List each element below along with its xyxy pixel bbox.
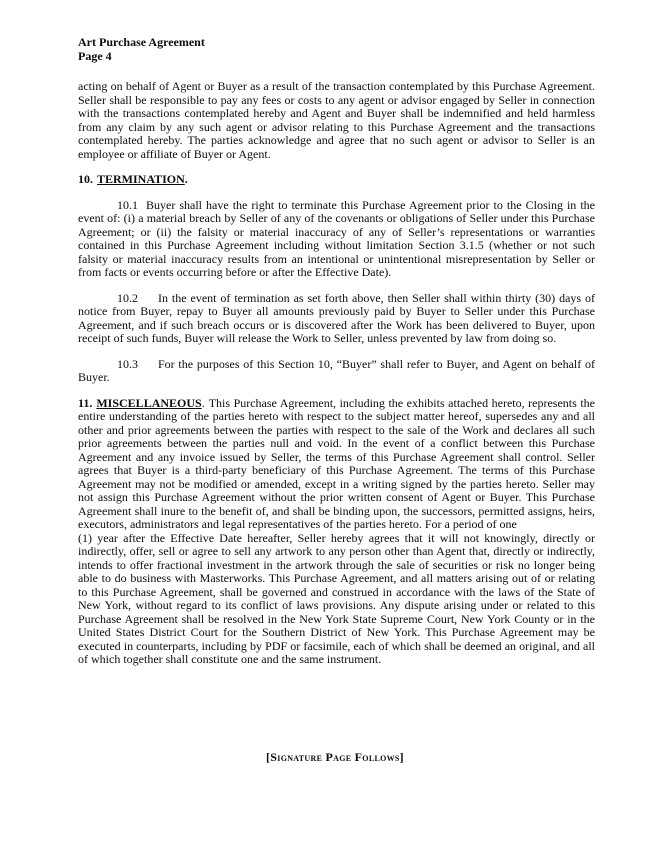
signature-page-note-text: [Signature Page Follows] [266,750,404,764]
page-header [78,36,595,63]
section-11-title-period: . [201,395,205,410]
section-11-text-part-1: This Purchase Agreement, including the exhibits attached hereto, represents the entire understanding of the parties hereto with respect to the subject matter hereof, supersedes any and all other and prior agreements between the parties with respect to the sale of the Work and declares all such prior agreements between the parties null and void. In the event of a conflict between this Purchase Agreement and any invoice issued by Seller, the terms of this Purchase Agreement shall control. Seller agrees that Buyer is a third-party beneficiary of this Purchase Agreement. The terms of this Purchase Agreement may not be modified or amended, except in a writing signed by the parties hereto. Seller may not assign this Purchase Agreement without the prior written consent of Agent or Buyer. This Purchase Agreement shall inure to the benefit of, and shall be binding upon, the successors, permitted assigns, heirs, executors, administrators and legal representatives of the parties hereto. For a period of one [78,395,595,531]
clause-10-1 [78,199,595,280]
clause-10-2 [78,292,595,346]
clause-10-1-number: 10.1 [117,197,138,212]
clause-10-2-number: 10.2 [117,290,138,305]
section-11-title: MISCELLANEOUS [96,395,202,410]
clause-10-3 [78,358,595,385]
section-11-paragraph [78,397,595,667]
clause-10-3-text: For the purposes of this Section 10, “Buyer” shall refer to Buyer, and Agent on behalf of Buyer. [78,356,595,384]
section-10-heading [78,173,595,187]
document-title: Art Purchase Agreement [78,35,205,49]
section-10-title: TERMINATION [97,172,185,186]
section-11-text-part-2: (1) year after the Effective Date hereafter, Seller hereby agrees that it will not knowingly, directly or indirectly, offer, sell or agree to sell any artwork to any person other than Agent that, directly or indirectly, intends to offer fractional investment in the artwork through the sale of securities or risk no longer being able to do business with Masterworks. This Purchase Agreement, and all matters arising out of or relating to this Purchase Agreement, shall be governed and construed in accordance with the laws of the State of New York, without regard to its conflict of laws provisions. Any dispute arising under or related to this Purchase Agreement shall be resolved in the New York State Supreme Court, New York County or in the United States District Court for the Southern District of New York. This Purchase Agreement may be executed in counterparts, including by PDF or facsimile, each of which shall be deemed an original, and all of which together shall constitute one and the same instrument. [78,530,595,666]
continuation-paragraph: acting on behalf of Agent or Buyer as a result of the transaction contemplated by this Purchase Agreement. Seller shall be responsible to pay any fees or costs to any agent or advisor engaged by Seller in connection with the transactions contemplated hereby and Agent and Buyer shall be indemnified and held harmless from any claim by any such agent or advisor relating to this Purchase Agreement and the transactions contemplated hereby. The parties acknowledge and agree that no such agent or advisor to Seller is an employee or affiliate of Buyer or Agent. [78,79,595,161]
section-11-number: 11. [78,395,93,410]
section-10-title-period: . [184,172,188,186]
clause-10-3-number: 10.3 [117,356,138,371]
signature-page-note [0,751,670,765]
section-10-number: 10. [78,172,93,186]
page-number-label: Page 4 [78,48,112,63]
clause-10-1-text: Buyer shall have the right to terminate this Purchase Agreement prior to the Closing in the event of: (i) a material breach by Seller of any of the covenants or obligations of Seller under this Purchase Agreement; or (ii) the falsity or material inaccuracy of any of Seller’s representations or warranties contained in this Purchase Agreement including without limitation Section 3.1.5 (whether or not such falsity or material inaccuracy results from an intentional or unintentional misrepresentation by Seller or from facts or events occurring before or after the Effective Date). [78,197,595,279]
clause-10-2-text: In the event of termination as set forth above, then Seller shall within thirty (30) days of notice from Buyer, repay to Buyer all amounts previously paid by Buyer to Seller under this Purchase Agreement, and if such breach occurs or is discovered after the Work has been delivered to Buyer, upon receipt of such funds, Buyer will release the Work to Seller, unless prevented by law from doing so. [78,290,595,345]
